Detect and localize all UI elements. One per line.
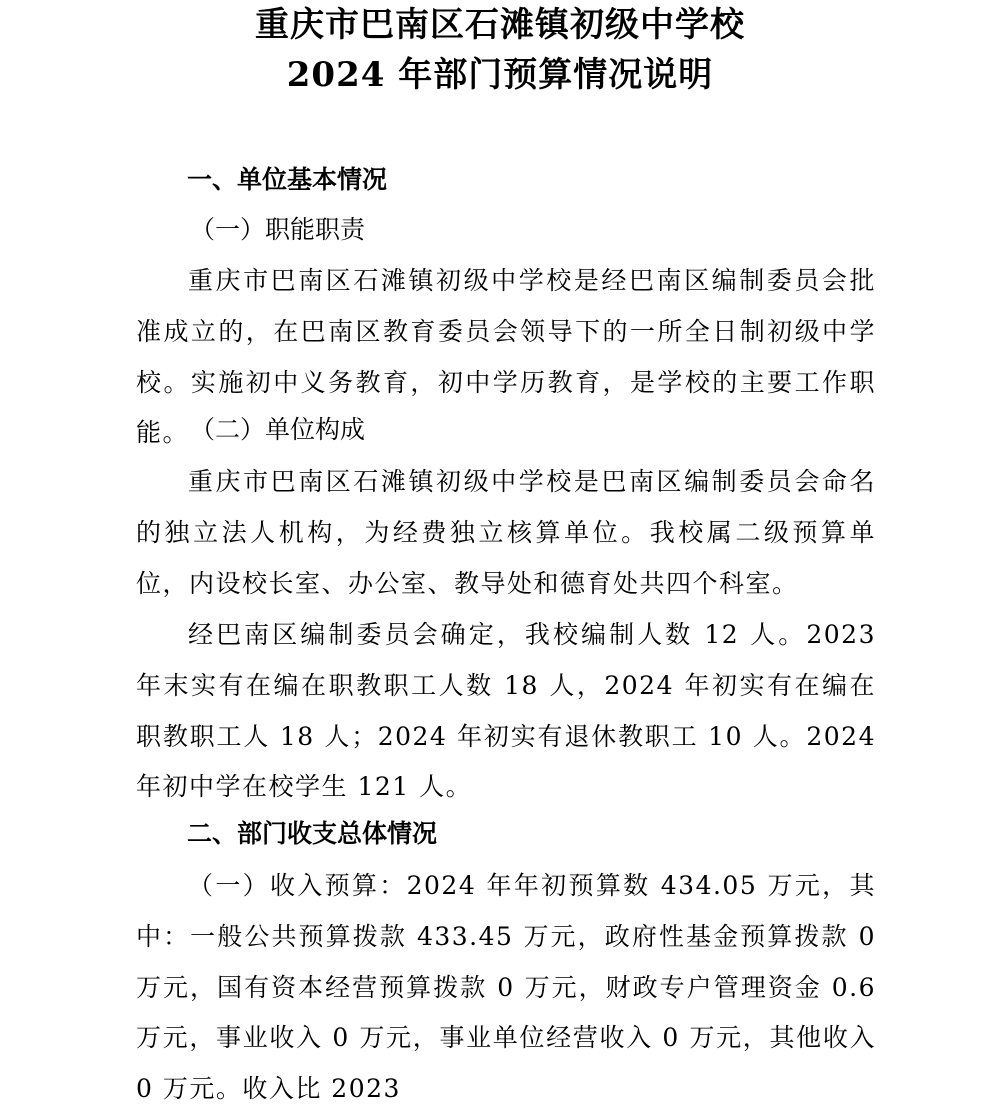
document-title-line-2: 2024 年部门预算情况说明 — [286, 55, 714, 95]
section-1-sub-2-paragraph-1: 重庆市巴南区石滩镇初级中学校是巴南区编制委员会命名的独立法人机构，为经费独立核算单位。我校属二级预算单位，内设校长室、办公室、教导处和德育处共四个科室。 — [136, 467, 876, 598]
document-title-line-1: 重庆市巴南区石滩镇初级中学校 — [255, 5, 745, 45]
section-1-sub-2-paragraph-2: 经巴南区编制委员会确定，我校编制人数 12 人。2023 年末实有在编在职教职工人数 18 人，2024 年初实有在编在职教职工人 18 人；2024 年初实有退休教职工 10 人。2024 年初中学在校学生 121 人。 — [136, 620, 876, 802]
section-1-sub-1-heading: （一）职能职责 — [190, 215, 366, 244]
section-1-sub-1-paragraph: 重庆市巴南区石滩镇初级中学校是经巴南区编制委员会批准成立的，在巴南区教育委员会领导下的一所全日制初级中学校。实施初中义务教育，初中学历教育，是学校的主要工作职能。 — [136, 266, 876, 448]
section-2-heading: 二、部门收支总体情况 — [187, 819, 438, 848]
section-2-paragraph: （一）收入预算：2024 年年初预算数 434.05 万元，其中：一般公共预算拨款 433.45 万元，政府性基金预算拨款 0 万元，国有资本经营预算拨款 0 万元，财政专户管理资金 0.6 万元，事业收入 0 万元，事业单位经营收入 0 万元，其他收入 0 万元。收入比 2023 — [136, 871, 876, 1104]
section-1-heading: 一、单位基本情况 — [187, 165, 388, 194]
section-1-sub-2-heading: （二）单位构成 — [190, 415, 366, 444]
